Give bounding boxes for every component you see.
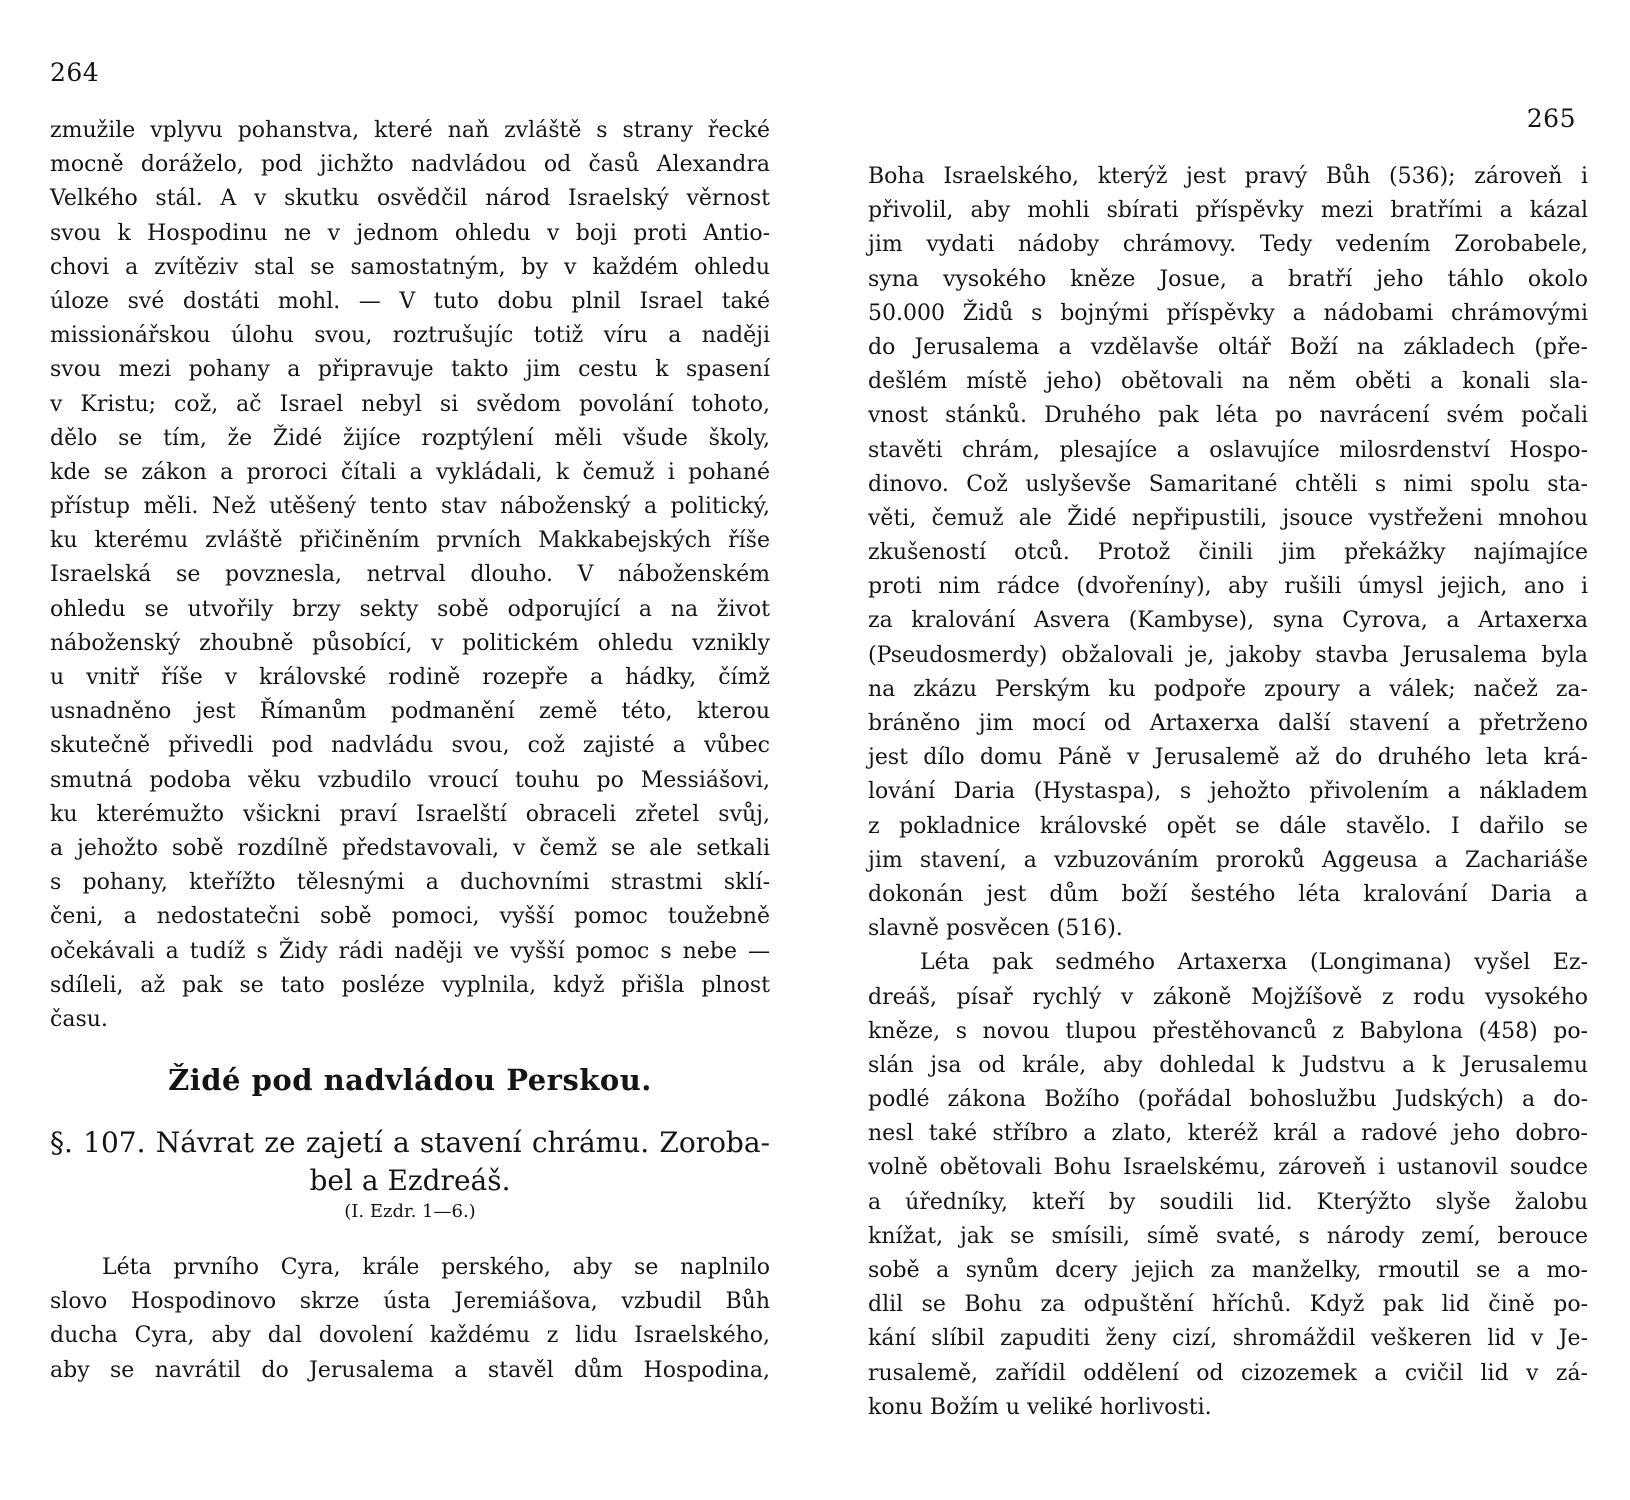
text-line: missionářskou úlohu svou, roztrušujíc totiž víru a naději	[50, 323, 770, 349]
text-line: dokonán jest dům boží šestého léta kralování Daria a	[868, 881, 1588, 907]
text-line: Léta pak sedmého Artaxerxa (Longimana) vyšel Ez-	[920, 950, 1588, 976]
text-line: na zkázu Perským ku podpoře zpoury a válek; načež za-	[868, 676, 1588, 702]
text-line: času.	[50, 1006, 108, 1032]
body-text	[868, 160, 1588, 1425]
text-line: jim vydati nádoby chrámovy. Tedy vedením Zorobabele,	[868, 232, 1588, 258]
text-line: vnost stánků. Druhého pak léta po navrácení svém počali	[868, 403, 1588, 429]
text-line: zmužile vplyvu pohanstva, které naň zvláště s strany řecké	[50, 118, 770, 143]
section-title	[50, 1124, 770, 1200]
section-body	[50, 1251, 770, 1388]
text-line: knížat, jak se smísili, símě svaté, s národy zemí, berouce	[868, 1223, 1588, 1249]
text-line: slán jsa od krále, aby dohledal k Judstvu a k Jerusalemu	[868, 1052, 1588, 1078]
text-line: mocně doráželo, pod jichžto nadvládou od časů Alexandra	[50, 152, 770, 178]
text-line: Velkého stál. A v skutku osvědčil národ Israelský věrnost	[50, 186, 770, 212]
text-line: skutečně přivedli pod nadvládu svou, což zajisté a vůbec	[50, 733, 770, 759]
text-line: ohledu se utvořily brzy sekty sobě odporující a na život	[50, 596, 770, 622]
section-reference: (I. Ezdr. 1—6.)	[344, 1201, 476, 1222]
text-line: slavně posvěcen (516).	[868, 916, 1123, 942]
text-line: z pokladnice královské opět se dále stavělo. I dařilo se	[868, 813, 1588, 839]
text-line: Léta prvního Cyra, krále perského, aby se naplnilo	[102, 1255, 770, 1280]
text-line: ku kterému zvláště přičiněním prvních Makkabejských říše	[50, 528, 770, 554]
text-line: dreáš, písař rychlý v zákoně Mojžíšově z rodu vysokého	[868, 984, 1588, 1010]
text-line: (Pseudosmerdy) obžalovali je, jakoby stavba Jerusalema byla	[868, 642, 1588, 668]
text-line: a úředníky, kteří by soudili lid. Kterýžto slyše žalobu	[868, 1189, 1588, 1215]
text-line: dinovo. Což uslyševše Samaritané chtěli s nimi spolu sta-	[868, 471, 1588, 497]
text-line: svou k Hospodinu ne v jednom ohledu v boji proti Antio-	[50, 220, 770, 246]
text-line: náboženský zhoubně působící, v politickém ohledu vznikly	[50, 630, 770, 656]
text-line: jim stavení, a vzbuzováním proroků Aggeusa a Zachariáše	[868, 847, 1588, 873]
text-line: stavěti chrám, plesajíce a oslavujíce milosrdenství Hospo-	[868, 437, 1588, 463]
text-line: úloze své dostáti mohl. — V tuto dobu plnil Israel také	[50, 288, 770, 314]
text-line: ducha Cyra, aby dal dovolení každému z lidu Israelského,	[50, 1323, 770, 1349]
text-line: rusalemě, zařídil oddělení od cizozemek a cvičil lid v zá-	[868, 1360, 1588, 1386]
text-line: přivolil, aby mohli sbírati příspěvky mezi bratřími a kázal	[868, 198, 1588, 224]
text-line: u vnitř říše v královské rodině rozepře a hádky, čímž	[50, 665, 770, 690]
page-number: 264	[50, 58, 100, 87]
text-line: nesl také stříbro a zlato, kteréž král a radové jeho dobro-	[868, 1121, 1588, 1147]
text-line: chovi a zvítěziv stal se samostatným, by v každém ohledu	[50, 254, 770, 280]
text-line: jest dílo domu Páně v Jerusalemě až do druhého leta krá-	[868, 745, 1588, 771]
text-line: svou mezi pohany a připravuje takto jim cestu k spasení	[50, 357, 770, 383]
text-line: Boha Israelského, kterýž jest pravý Bůh (536); zároveň i	[868, 164, 1588, 189]
text-line: v Kristu; což, ač Israel nebyl si svědom povolání tohoto,	[50, 391, 770, 417]
body-text	[50, 114, 770, 1037]
text-line: Israelská se povznesla, netrval dlouho. V náboženském	[50, 562, 770, 588]
section-title-line: §. 107. Návrat ze zajetí a stavení chrámu. Zoroba-	[50, 1126, 770, 1159]
page-number: 265	[1526, 104, 1576, 133]
text-line: s pohany, kteřížto tělesnými a duchovními strastmi sklí-	[50, 870, 770, 896]
text-line: smutná podoba věku vzbudilo vroucí touhu po Messiášovi,	[50, 767, 770, 793]
text-line: syna vysokého kněze Josue, a bratří jeho táhlo okolo	[868, 266, 1588, 292]
text-line: dělo se tím, že Židé žijíce rozptýlení měli všude školy,	[50, 425, 770, 451]
text-line: bráněno jim mocí od Artaxerxa další stavení a přetrženo	[868, 711, 1588, 736]
text-line: slovo Hospodinovo skrze ústa Jeremiášova, vzbudil Bůh	[50, 1289, 770, 1315]
text-line: ku kterémužto všickni praví Israelští obraceli zřetel svůj,	[50, 801, 770, 827]
text-line: do Jerusalema a vzdělavše oltář Boží na základech (pře-	[868, 334, 1588, 360]
text-line: lování Daria (Hystaspa), s jehožto přivolením a nákladem	[868, 779, 1588, 805]
text-line: zkušeností otců. Protož činili jim překážky najímajíce	[868, 540, 1588, 566]
text-line: dešlém místě jeho) obětovali na něm oběti a konali sla-	[868, 369, 1588, 395]
text-line: 50.000 Židů s bojnými příspěvky a nádobami chrámovými	[868, 300, 1588, 326]
text-line: aby se navrátil do Jerusalema a stavěl dům Hospodina,	[50, 1357, 770, 1383]
section-heading: Židé pod nadvládou Perskou.	[168, 1063, 652, 1097]
text-line: přístup měli. Než utěšený tento stav náboženský a politický,	[50, 494, 770, 520]
text-line: a jehožto sobě rozdílně představovali, v čemž se ale setkali	[50, 835, 770, 861]
text-line: věti, čemuž ale Židé nepřipustili, jsouce vystřeženi mnohou	[868, 505, 1588, 531]
text-line: kání slíbil zapuditi ženy cizí, shromáždil veškeren lid v Je-	[868, 1326, 1588, 1352]
text-line: sobě a synům dcery jejich za manželky, rmoutil se a mo-	[868, 1258, 1588, 1283]
text-line: podlé zákona Božího (pořádal bohoslužbu Judských) a do-	[868, 1087, 1588, 1113]
text-line: za kralování Asvera (Kambyse), syna Cyrova, a Artaxerxa	[868, 608, 1588, 634]
text-line: dlil se Bohu za odpuštění hříchů. Když pak lid čině po-	[868, 1292, 1588, 1318]
text-line: kněze, s novou tlupou přestěhovanců z Babylona (458) po-	[868, 1018, 1588, 1044]
text-line: konu Božím u veliké horlivosti.	[868, 1394, 1212, 1420]
text-line: proti nim rádce (dvořeníny), aby rušili úmysl jejich, ano i	[868, 574, 1588, 600]
text-line: čeni, a nedostatečni sobě pomoci, vyšší pomoc toužebně	[50, 904, 770, 930]
text-line: volně obětovali Bohu Israelskému, zároveň i ustanovil soudce	[868, 1155, 1588, 1181]
text-line: sdíleli, až pak se tato posléze vyplnila, když přišla plnost	[50, 972, 770, 998]
text-line: očekávali a tudíž s Židy rádi naději ve vyšší pomoc s nebe —	[50, 938, 770, 964]
text-line: usnadněno jest Římanům podmanění země této, kterou	[50, 699, 770, 725]
section-title-line: bel a Ezdreáš.	[309, 1164, 511, 1197]
text-line: kde se zákon a proroci čítali a vykládali, k čemuž i pohané	[50, 459, 770, 485]
